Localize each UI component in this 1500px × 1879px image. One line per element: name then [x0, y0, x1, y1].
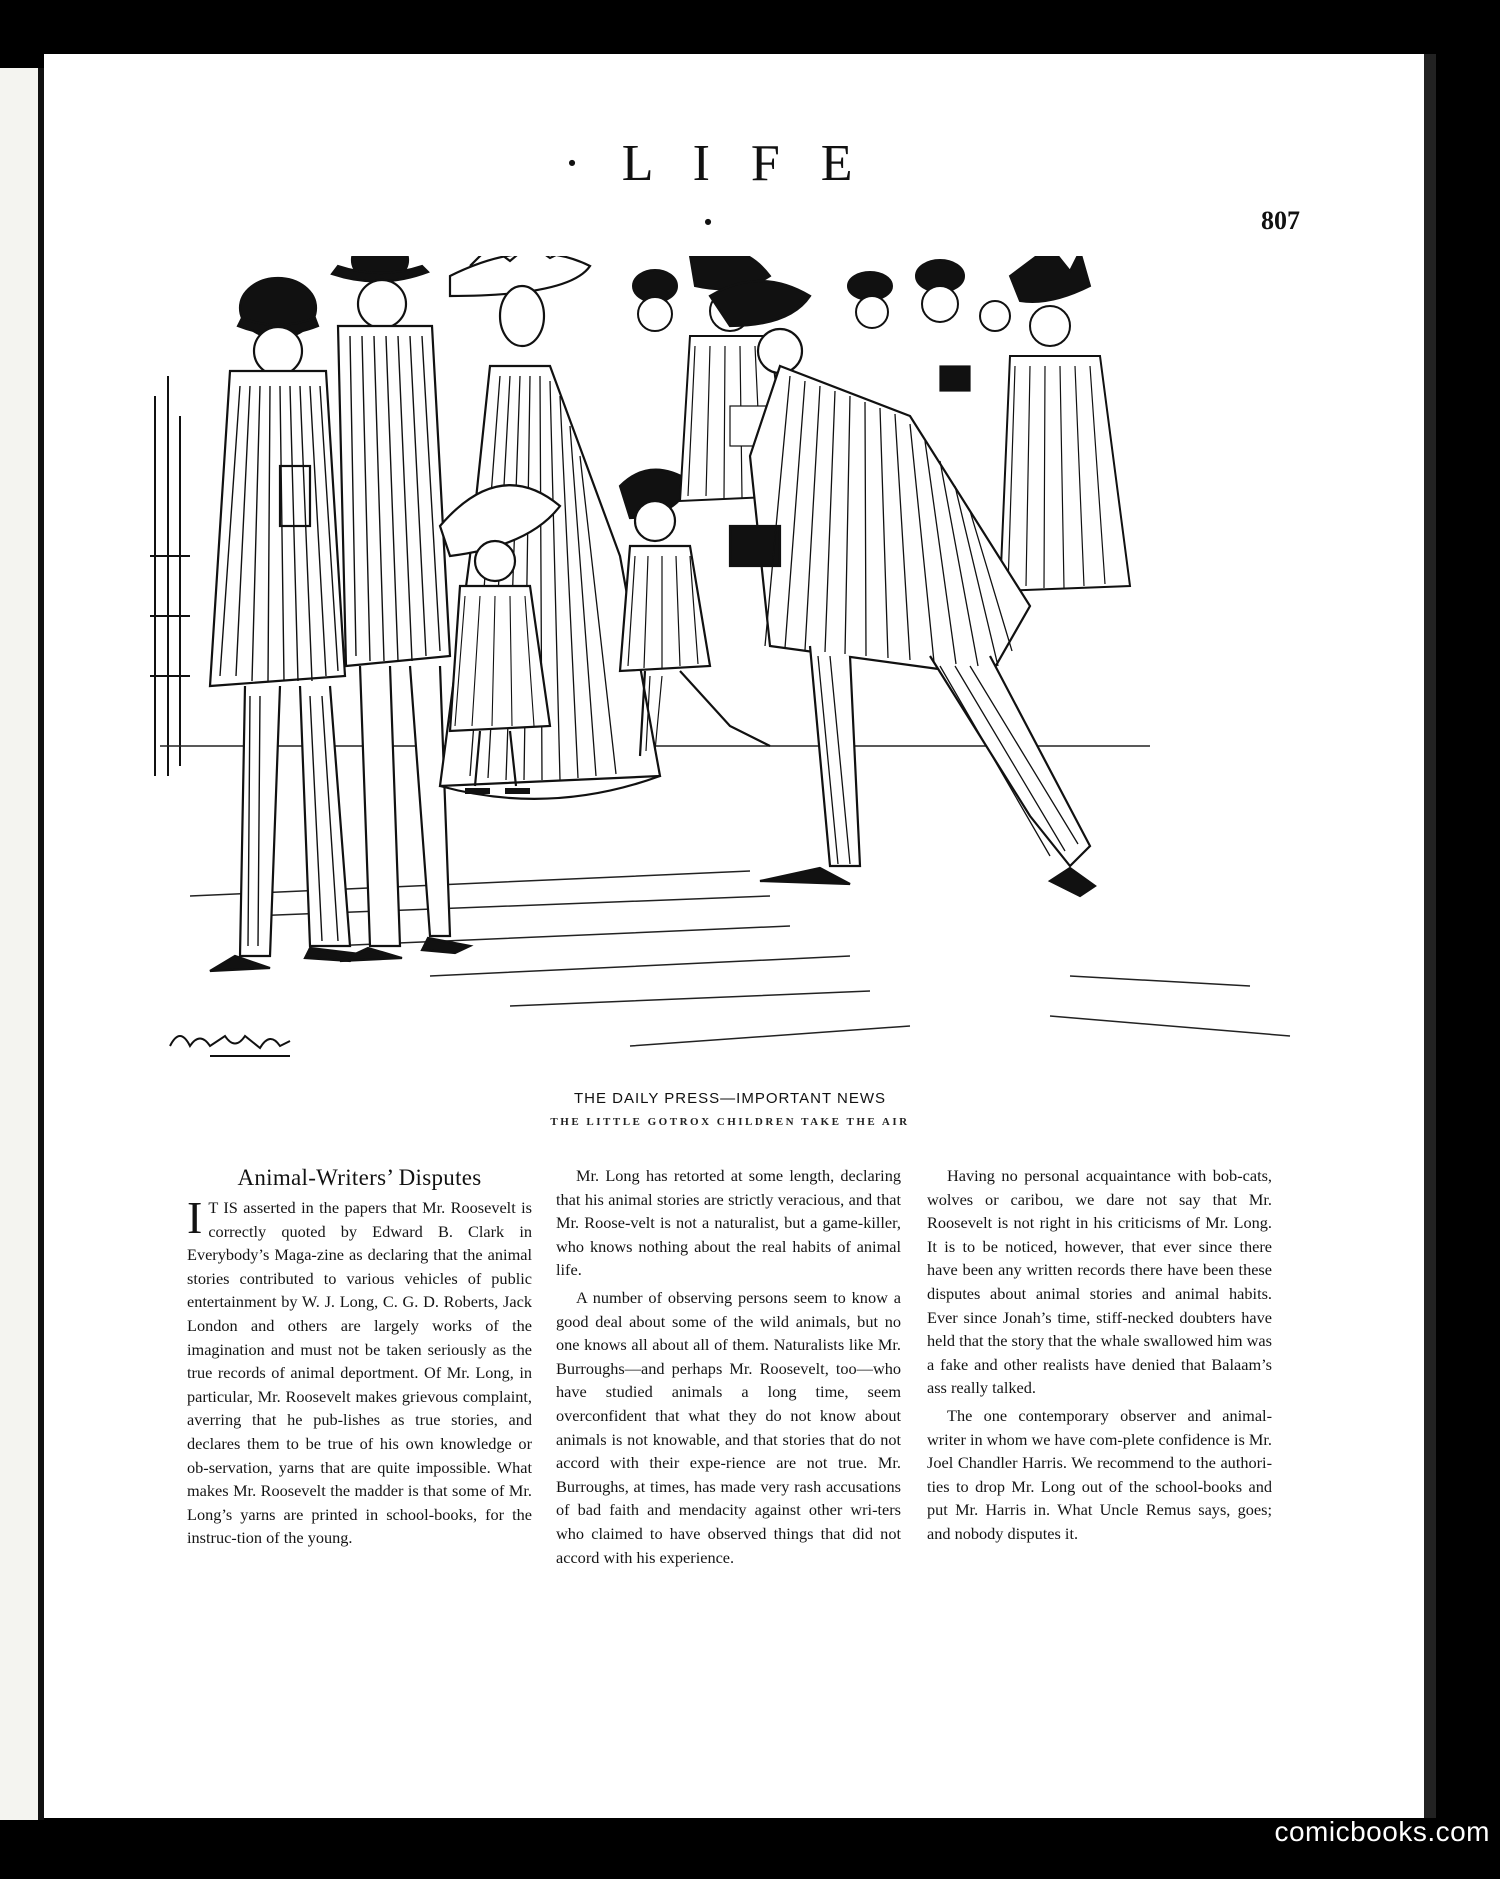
page-number: 807 [1261, 206, 1300, 235]
page-edge-shadow [1424, 54, 1436, 1818]
article-paragraph: The one contemporary observer and animal-writer in whom we have com-plete confidence is Mr. Joel Chandler Harris. We recommend to the authori-ties to drop Mr. Long out of the school-books and put Mr. Harris in. What Uncle Remus says, goes; and nobody disputes it. [927, 1405, 1272, 1543]
caption-title: THE DAILY PRESS—IMPORTANT NEWS [574, 1090, 886, 1107]
article-column-2 [556, 1164, 901, 1573]
illustration-drawing [150, 256, 1310, 1086]
article-title: Animal-Writers’ Disputes [237, 1165, 482, 1190]
article-column-1 [187, 1164, 532, 1554]
artist-signature-mark [170, 1036, 290, 1056]
site-watermark: comicbooks.com [1274, 1816, 1490, 1847]
caption-subtitle: THE LITTLE GOTROX CHILDREN TAKE THE AIR [550, 1116, 910, 1128]
pen-and-ink-illustration [150, 256, 1310, 1086]
drop-cap: I [187, 1192, 203, 1243]
masthead-title: · L I F E · [563, 135, 867, 251]
article-paragraph: Having no personal acquaintance with bob-cats, wolves or caribou, we dare not say that Mr. Roosevelt is not right in his criticisms of Mr. Long. It is to be noticed, however, that ever since there have been any written records there have been these disputes about animal stories and animal habits. Ever since Jonah’s time, stiff-necked doubters have held that the story that the whale swallowed him was a fake and other realists have denied that Balaam’s ass really talked. [927, 1166, 1272, 1398]
article-column-3 [927, 1164, 1272, 1550]
article-paragraph: Mr. Long has retorted at some length, declaring that his animal stories are strictly veracious, and that Mr. Roose-velt is not a naturalist, but a game-killer, who knows nothing about the real habits of animal life. [556, 1166, 901, 1280]
paragraph-text: T IS asserted in the papers that Mr. Roosevelt is correctly quoted by Edward B. Clark in Everybody’s Maga-zine as declaring that the animal stories contributed to various vehicles of public entertainment by W. J. Long, C. G. D. Roberts, Jack London and others are largely works of the imagination and must not be taken seriously as the true records of animal deportment. Of Mr. Long, in particular, Mr. Roosevelt makes grievous complaint, averring that he pub-lishes as true stories, and declares them to be true of his own knowledge or ob-servation, yarns that are quite impossible. What makes Mr. Roosevelt the madder is that some of Mr. Long’s yarns are printed in school-books, for the instruc-tion of the young. [187, 1198, 532, 1548]
article-paragraph [187, 1192, 532, 1550]
article-paragraph: A number of observing persons seem to know a good deal about some of the wild animals, but no one knows all about all of them. Naturalists like Mr. Burroughs—and perhaps Mr. Roosevelt, too—who have studied animals a long time, seem overconfident that what they do not know about animals is not knowable, and that stories that do not accord with their expe-rience are not true. Mr. Burroughs, at times, has made very rash accusations of bad faith and mendacity against other wri-ters who claimed to have observed things that did not accord with his experience. [556, 1287, 901, 1567]
